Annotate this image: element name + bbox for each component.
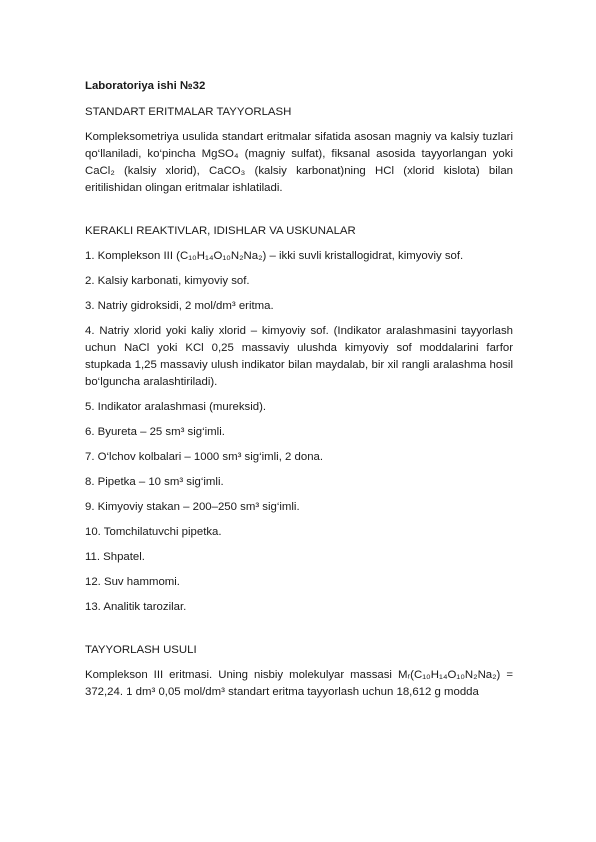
list-item: 10. Tomchilatuvchi pipetka. <box>85 526 222 538</box>
list-item: 1. Komplekson III (C₁₀H₁₄O₁₀N₂Na₂) – ikki suvli kristallogidrat, kimyoviy sof. <box>85 250 464 262</box>
section-heading-method: TAYYORLASH USULI <box>85 644 197 656</box>
list-item: 2. Kalsiy karbonati, kimyoviy sof. <box>85 275 250 287</box>
section-heading-reagents: KERAKLI REAKTIVLAR, IDISHLAR VA USKUNALAR <box>85 225 356 237</box>
list-item: 5. Indikator aralashmasi (mureksid). <box>85 401 267 413</box>
section-spacer <box>85 205 513 223</box>
list-item: 11. Shpatel. <box>85 551 145 563</box>
document-subtitle: STANDART ERITMALAR TAYYORLASH <box>85 106 292 118</box>
list-item: 6. Byureta – 25 sm³ sig‘imli. <box>85 426 225 438</box>
intro-paragraph: Kompleksometriya usulida standart eritmalar sifatida asosan magniy va kalsiy tuzlari qo‘llaniladi, ko‘pincha MgSO₄ (magniy sulfat), fiksanal asosida tayyorlangan yoki CaCl₂ (kalsiy xlorid), CaCO₃ (kalsiy karbonat)ning HCl (xlorid kislota) bilan eritilishidan olingan eritmalar ishlatiladi. <box>85 131 513 194</box>
list-item: 4. Natriy xlorid yoki kaliy xlorid – kimyoviy sof. (Indikator aralashmasini tayyorlash uchun NaCl yoki KCl 0,25 massaviy ulushda kimyoviy sof moddalarini farfor stupkada 1,25 massaviy ulush indikator bilan maydalab, bir xil rangli aralashma hosil bo‘lguncha aralashtiriladi). <box>85 325 513 388</box>
list-item: 13. Analitik tarozilar. <box>85 601 187 613</box>
list-item: 9. Kimyoviy stakan – 200–250 sm³ sig‘imli. <box>85 501 300 513</box>
document-title: Laboratoriya ishi №32 <box>85 80 206 92</box>
reagents-list <box>85 248 513 616</box>
section-spacer <box>85 624 513 642</box>
document-page <box>85 78 513 709</box>
list-item: 3. Natriy gidroksidi, 2 mol/dm³ eritma. <box>85 300 274 312</box>
list-item: 7. O‘lchov kolbalari – 1000 sm³ sig‘imli, 2 dona. <box>85 451 324 463</box>
method-paragraph: Komplekson III eritmasi. Uning nisbiy molekulyar massasi Mᵣ(C₁₀H₁₄O₁₀N₂Na₂) = 372,24. 1 dm³ 0,05 mol/dm³ standart eritma tayyorlash uchun 18,612 g modda <box>85 669 513 698</box>
list-item: 8. Pipetka – 10 sm³ sig‘imli. <box>85 476 224 488</box>
list-item: 12. Suv hammomi. <box>85 576 180 588</box>
